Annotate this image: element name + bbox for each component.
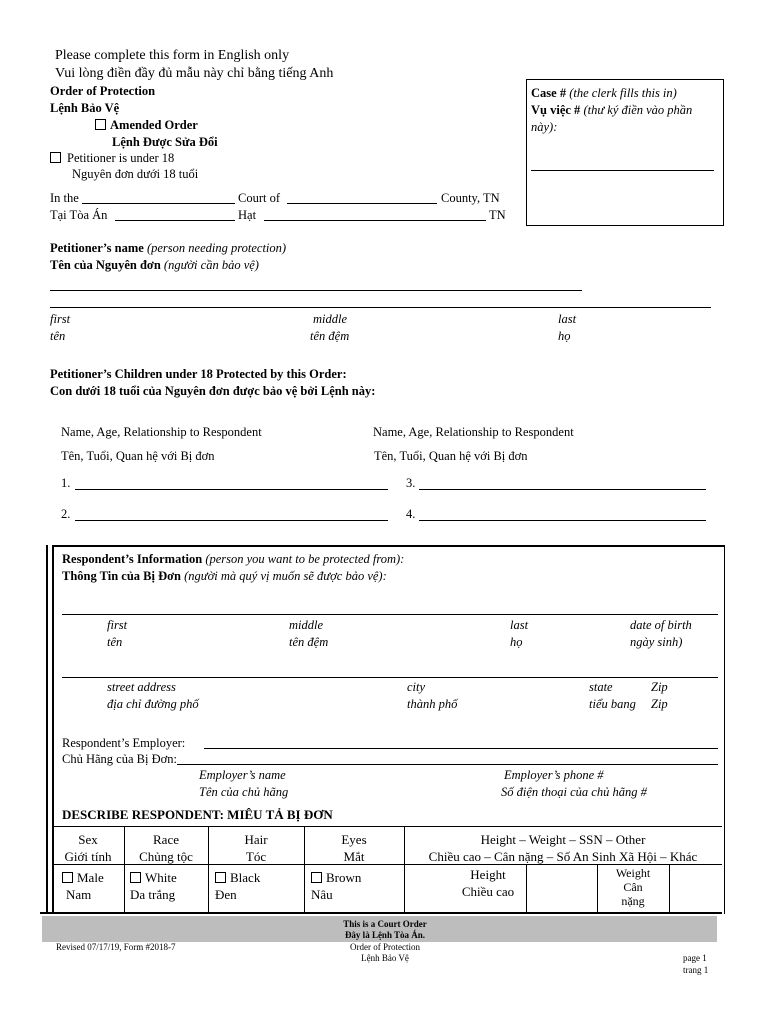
tai-toa-an-label: Tại Tòa Án <box>50 208 108 222</box>
hw-header: Height – Weight – SSN – Other Chiều cao – Cân nặng – Số An Sinh Xã Hội – Khác <box>428 832 698 864</box>
describe-respondent-heading: DESCRIBE RESPONDENT: MIÊU TẢ BỊ ĐƠN <box>62 807 333 822</box>
instruction-vi: Vui lòng điền đầy đủ mẫu này chỉ bằng tiếng Anh <box>55 66 334 81</box>
page-number-vi: trang 1 <box>683 965 709 975</box>
resp-city-en: city <box>407 680 426 694</box>
checkbox-icon[interactable] <box>62 872 73 883</box>
resp-zip-vi: Zip <box>651 697 668 711</box>
employer-label-vi: Chủ Hãng của Bị Đơn: <box>62 752 177 766</box>
amended-vi-label: Lệnh Được Sửa Đổi <box>112 135 218 149</box>
child-1-field[interactable] <box>75 489 388 490</box>
under18-en-label: Petitioner is under 18 <box>67 151 175 165</box>
resp-street-en: street address <box>107 680 176 694</box>
child-4-label: 4. <box>406 507 416 521</box>
male-checkbox[interactable]: Male <box>62 870 104 886</box>
petitioner-label-vi: Tên của Nguyên đơn (người cần bảo vệ) <box>50 258 259 272</box>
case-number-box <box>526 79 724 226</box>
under18-vi-label: Nguyên đơn dưới 18 tuổi <box>72 167 199 181</box>
black-checkbox[interactable]: Black <box>215 870 260 886</box>
resp-city-vi: thành phố <box>407 697 458 711</box>
amended-en-label: Amended Order <box>110 118 198 132</box>
resp-dob-vi: ngày sinh) <box>630 635 683 649</box>
hat-label: Hạt <box>238 208 257 222</box>
employer-vi-field[interactable] <box>177 764 718 765</box>
pet-middle-vi: tên đệm <box>310 329 350 343</box>
child-3-label: 3. <box>406 476 416 490</box>
pet-first-en: first <box>50 312 71 326</box>
checkbox-icon[interactable] <box>215 872 226 883</box>
children-heading-vi: Con dưới 18 tuổi của Nguyên đơn được bảo vệ bởi Lệnh này: <box>50 384 376 398</box>
petitioner-name-field-2[interactable] <box>50 307 711 308</box>
children-col-en-right: Name, Age, Relationship to Respondent <box>373 425 574 439</box>
in-the-label: In the <box>50 191 79 205</box>
table-top-rule <box>52 826 722 827</box>
resp-first-en: first <box>107 618 128 632</box>
race-header: Race Chủng tộc <box>139 832 193 864</box>
child-2-label: 2. <box>61 507 71 521</box>
resp-dob-en: date of birth <box>630 618 692 632</box>
brown-vi: Nâu <box>311 887 333 902</box>
black-vi: Đen <box>215 887 237 902</box>
brown-checkbox[interactable]: Brown <box>311 870 361 886</box>
pet-last-vi: họ <box>558 329 571 343</box>
checkbox-icon[interactable] <box>50 152 61 163</box>
table-col-rule <box>669 864 670 912</box>
white-checkbox[interactable]: White <box>130 870 177 886</box>
respondent-name-field[interactable] <box>62 614 718 615</box>
resp-zip-en: Zip <box>651 680 668 694</box>
court-name-field[interactable] <box>82 203 235 204</box>
employer-label-en: Respondent’s Employer: <box>62 736 186 750</box>
page-number-en: page 1 <box>683 953 707 963</box>
court-order-en: This is a Court Order <box>343 919 427 929</box>
resp-first-vi: tên <box>107 635 123 649</box>
form-title-en: Order of Protection <box>50 84 156 98</box>
pet-first-vi: tên <box>50 329 66 343</box>
petitioner-name-field[interactable] <box>50 290 582 291</box>
respondent-address-field[interactable] <box>62 677 718 678</box>
resp-street-vi: địa chỉ đường phố <box>107 697 199 711</box>
revised-date: Revised 07/17/19, Form #2018-7 <box>56 942 176 952</box>
resp-middle-vi: tên đệm <box>289 635 329 649</box>
weight-label: Weight Cân nặng <box>615 866 651 908</box>
children-heading-en: Petitioner’s Children under 18 Protected by this Order: <box>50 367 347 381</box>
case-label-en: Case # (the clerk fills this in) <box>531 86 677 100</box>
case-label-vi: Vụ việc # (thư ký điền vào phần <box>531 103 693 117</box>
pet-last-en: last <box>558 312 577 326</box>
emp-phone-en: Employer’s phone # <box>504 768 604 782</box>
height-label: Height Chiều cao <box>461 867 515 899</box>
court-name-vi-field[interactable] <box>115 220 235 221</box>
court-of-label: Court of <box>238 191 281 205</box>
emp-name-vi: Tên của chủ hãng <box>199 785 289 799</box>
sex-header: Sex Giới tính <box>64 832 112 864</box>
emp-phone-vi: Số điện thoại của chủ hãng # <box>501 785 647 799</box>
respondent-info-en: Respondent’s Information (person you want to be protected from): <box>62 552 405 566</box>
footer-form-vi: Lệnh Bảo Vệ <box>361 953 409 963</box>
petitioner-label-en: Petitioner’s name (person needing protection) <box>50 241 287 255</box>
instruction-en: Please complete this form in English only <box>55 48 290 63</box>
footer-form-en: Order of Protection <box>350 942 420 952</box>
table-col-rule <box>526 864 527 912</box>
emp-name-en: Employer’s name <box>199 768 286 782</box>
children-col-vi-left: Tên, Tuổi, Quan hệ với Bị đơn <box>61 449 215 463</box>
tn-label: TN <box>489 208 506 222</box>
under18-checkbox[interactable] <box>50 151 174 166</box>
form-title-vi: Lệnh Bảo Vệ <box>50 101 120 115</box>
amended-order-checkbox[interactable] <box>95 118 198 133</box>
pet-middle-en: middle <box>313 312 348 326</box>
resp-last-en: last <box>510 618 529 632</box>
children-col-en-left: Name, Age, Relationship to Respondent <box>61 425 262 439</box>
respondent-section-left-rule <box>46 545 50 912</box>
children-col-vi-right: Tên, Tuổi, Quan hệ với Bị đơn <box>374 449 528 463</box>
county-vi-field[interactable] <box>264 220 486 221</box>
county-tn-label: County, TN <box>441 191 500 205</box>
resp-state-vi: tiểu bang <box>589 697 636 711</box>
resp-state-en: state <box>589 680 613 694</box>
child-2-field[interactable] <box>75 520 388 521</box>
case-label-vi-2: này): <box>531 120 558 134</box>
child-3-field[interactable] <box>419 489 706 490</box>
male-vi: Nam <box>66 887 92 902</box>
court-order-vi: Đây là Lệnh Tòa Án. <box>344 930 426 940</box>
case-number-field[interactable] <box>531 170 714 171</box>
child-4-field[interactable] <box>419 520 706 521</box>
eyes-header: Eyes Mắt <box>341 832 367 864</box>
checkbox-icon[interactable] <box>130 872 141 883</box>
employer-field[interactable] <box>204 748 718 749</box>
respondent-info-vi: Thông Tin của Bị Đơn (người mà quý vị muốn sẽ được bảo vệ): <box>62 569 387 583</box>
resp-middle-en: middle <box>289 618 324 632</box>
checkbox-icon[interactable] <box>95 119 106 130</box>
resp-last-vi: họ <box>510 635 523 649</box>
section-bottom-rule <box>40 912 722 914</box>
child-1-label: 1. <box>61 476 71 490</box>
checkbox-icon[interactable] <box>311 872 322 883</box>
white-vi: Da trắng <box>130 887 176 902</box>
hair-header: Hair Tóc <box>244 832 268 864</box>
county-field[interactable] <box>287 203 437 204</box>
